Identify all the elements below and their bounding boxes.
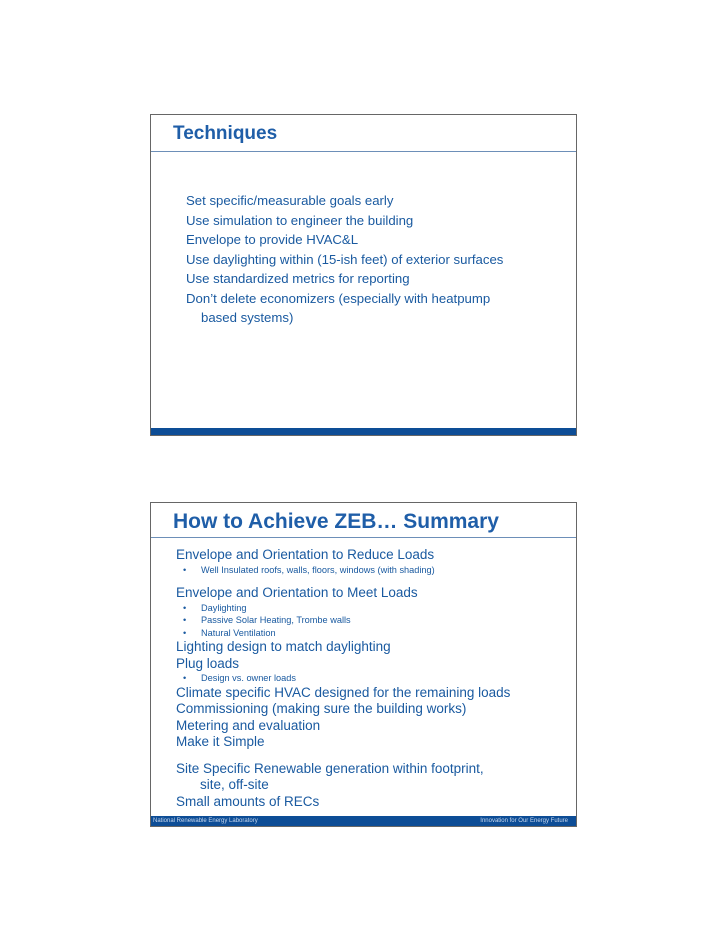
list-item-continuation: site, off-site [200, 777, 269, 792]
list-item: Use daylighting within (15-ish feet) of exterior surfaces [186, 251, 504, 267]
list-item: Use simulation to engineer the building [186, 212, 414, 228]
slide-summary [150, 502, 577, 827]
list-item: Make it Simple [176, 734, 265, 749]
list-item: Lighting design to match daylighting [176, 639, 391, 654]
sub-list-item: • Passive Solar Heating, Trombe walls [183, 615, 351, 625]
summary-list [176, 547, 510, 810]
bullet-icon: • [183, 615, 187, 625]
bullet-icon: • [183, 673, 187, 683]
list-item: Climate specific HVAC designed for the remaining loads [176, 684, 511, 700]
list-item: Use standardized metrics for reporting [186, 271, 410, 286]
sub-list-item: • Design vs. owner loads [183, 673, 296, 683]
list-item-text: Don’t delete economizers (especially with heatpump [186, 290, 491, 306]
list-item: Plug loads [176, 655, 240, 671]
list-item-continuation: based systems) [201, 310, 294, 325]
sub-list-item: • Daylighting [183, 602, 247, 613]
slide-techniques [150, 114, 577, 436]
list-item: Envelope to provide HVAC&L [186, 232, 359, 247]
sub-list-item: • Natural Ventilation [183, 627, 276, 638]
list-item: Metering and evaluation [176, 717, 321, 733]
slide-footer [151, 816, 576, 826]
list-item: Envelope and Orientation to Meet Loads [176, 585, 418, 600]
techniques-list [186, 191, 546, 328]
bullet-icon: • [183, 564, 187, 575]
list-item: Site Specific Renewable generation within footprint, [176, 760, 484, 776]
slide-title: How to Achieve ZEB… Summary [173, 510, 499, 533]
slide-title: Techniques [173, 123, 278, 144]
list-item: Set specific/measurable goals early [186, 193, 394, 208]
sub-list-item: • Well Insulated roofs, walls, floors, windows (with shading) [183, 564, 435, 575]
list-item: Small amounts of RECs [176, 793, 320, 809]
bullet-icon: • [183, 627, 187, 638]
spacer [176, 576, 510, 585]
title-divider [151, 151, 576, 152]
bullet-icon: • [183, 602, 187, 613]
title-divider [151, 537, 576, 538]
slide-bottom-bar [151, 428, 576, 435]
footer-right-text: Innovation for Our Energy Future [480, 818, 568, 824]
list-item: Commissioning (making sure the building works) [176, 701, 467, 716]
list-item: Envelope and Orientation to Reduce Loads [176, 547, 435, 562]
list-item [186, 289, 546, 328]
spacer [176, 751, 510, 761]
footer-left-text: National Renewable Energy Laboratory [153, 818, 258, 824]
